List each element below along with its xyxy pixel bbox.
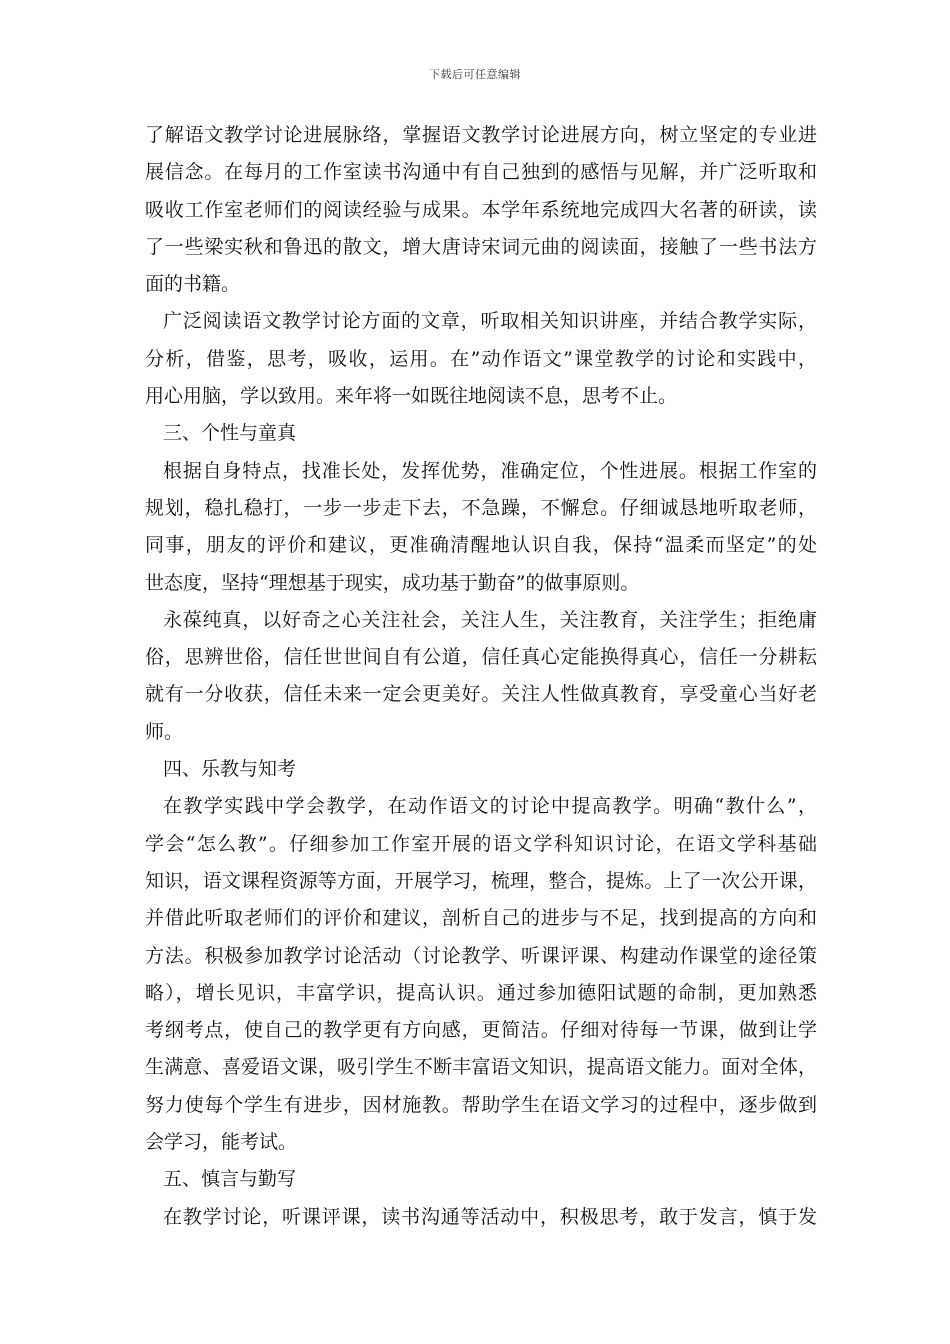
- text-line: 考纲考点，使自己的教学更有方向感，更简洁。仔细对待每一节课，做到让学: [145, 1019, 817, 1042]
- text-line: 用心用脑，学以致用。来年将一如既往地阅读不息，思考不止。: [145, 385, 678, 408]
- text-line: 展信念。在每月的工作室读书沟通中有自己独到的感悟与见解，并广泛听取和: [145, 161, 817, 184]
- text-line: 了解语文教学讨论进展脉络，掌握语文教学讨论进展方向，树立坚定的专业进: [145, 124, 817, 146]
- text-line: 就有一分收获，信任未来一定会更美好。关注人性做真教育，享受童心当好老: [145, 683, 817, 706]
- text-line: 在教学讨论，听课评课，读书沟通等活动中，积极思考，敢于发言，慎于发: [163, 1205, 817, 1228]
- text-line: 在教学实践中学会教学，在动作语文的讨论中提高教学。明确“教什么”，: [163, 795, 817, 818]
- text-line: 四、乐教与知考: [163, 758, 297, 781]
- text-line: 根据自身特点，找准长处，发挥优势，准确定位，个性进展。根据工作室的: [163, 459, 817, 482]
- text-line: 三、个性与童真: [163, 422, 297, 445]
- text-line: 规划，稳扎稳打，一步一步走下去，不急躁，不懈怠。仔细诚恳地听取老师，: [145, 496, 817, 519]
- text-line: 知识，语文课程资源等方面，开展学习，梳理，整合，提炼。上了一次公开课，: [145, 869, 817, 892]
- text-line: 了一些梁实秋和鲁迅的散文，增大唐诗宋词元曲的阅读面，接触了一些书法方: [145, 235, 817, 258]
- text-line: 努力使每个学生有进步，因材施教。帮助学生在语文学习的过程中，逐步做到: [145, 1093, 817, 1116]
- text-line: 俗，思辨世俗，信任世世间自有公道，信任真心定能换得真心，信任一分耕耘: [145, 646, 817, 669]
- text-line: 五、慎言与勤写: [163, 1168, 297, 1191]
- text-line: 生满意、喜爱语文课，吸引学生不断丰富语文知识，提高语文能力。面对全体，: [145, 1056, 817, 1079]
- text-line: 会学习，能考试。: [145, 1131, 298, 1154]
- text-line: 方法。积极参加教学讨论活动（讨论教学、听课评课、构建动作课堂的途径策: [145, 944, 817, 967]
- text-line: 吸收工作室老师们的阅读经验与成果。本学年系统地完成四大名著的研读，读: [145, 198, 817, 221]
- text-line: 广泛阅读语文教学讨论方面的文章，听取相关知识讲座，并结合教学实际，: [163, 310, 817, 333]
- document-body: [145, 117, 817, 1236]
- text-line: 略），增长见识，丰富学识，提高认识。通过参加德阳试题的命制，更加熟悉: [145, 981, 817, 1004]
- text-line: 并借此听取老师们的评价和建议，剖析自己的进步与不足，找到提高的方向和: [145, 907, 817, 930]
- text-line: 学会“怎么教”。仔细参加工作室开展的语文学科知识讨论，在语文学科基础: [145, 832, 817, 855]
- header-note: 下载后可任意编辑: [429, 68, 521, 81]
- text-line: 世态度，坚持“理想基于现实，成功基于勤奋”的做事原则。: [145, 571, 640, 594]
- text-line: 同事，朋友的评价和建议，更准确清醒地认识自我，保持“温柔而坚定”的处: [145, 534, 817, 557]
- text-line: 分析，借鉴，思考，吸收，运用。在”动作语文”课堂教学的讨论和实践中，: [145, 347, 817, 370]
- text-line: 面的书籍。: [145, 273, 241, 296]
- text-line: 师。: [145, 720, 184, 743]
- text-line: 永葆纯真，以好奇之心关注社会，关注人生，关注教育，关注学生；拒绝庸: [163, 608, 817, 631]
